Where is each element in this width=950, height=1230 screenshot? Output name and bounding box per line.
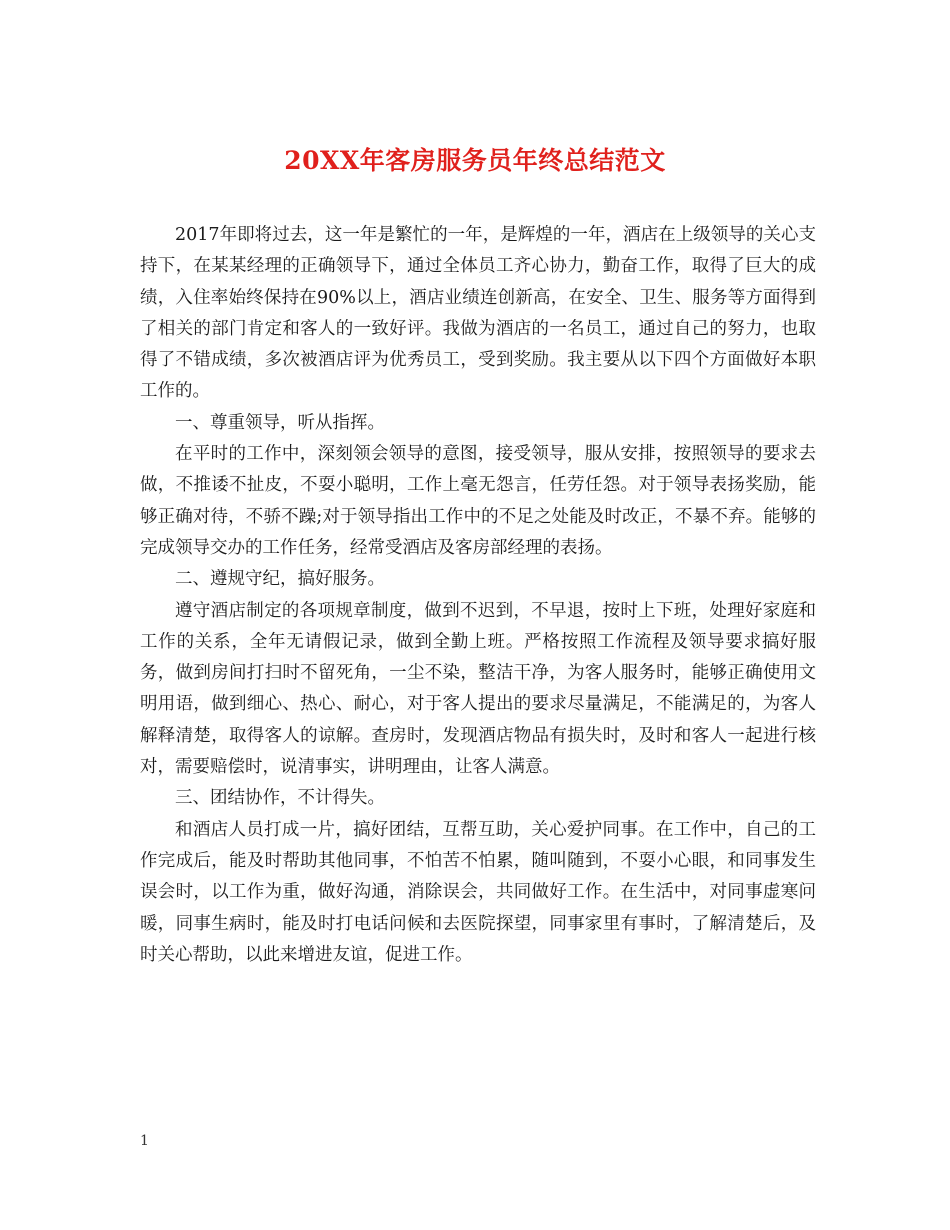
section-heading-2: 二、遵规守纪，搞好服务。 <box>175 569 385 590</box>
document-title: 20XX年客房服务员年终总结范文 <box>284 146 666 175</box>
intro-paragraph: 2017年即将过去，这一年是繁忙的一年，是辉煌的一年，酒店在上级领导的关心支持下，在某某经理的正确领导下，通过全体员工齐心协力，勤奋工作，取得了巨大的成绩，入住率始终保持在90%以上，酒店业绩连创新高，在安全、卫生、服务等方面得到了相关的部门肯定和客人的一致好评。我做为酒店的一名员工，通过自己的努力，也取得了不错成绩，多次被酒店评为优秀员工，受到奖励。我主要从以下四个方面做好本职工作的。 <box>140 225 816 402</box>
document-body <box>140 220 816 971</box>
section-paragraph-2: 遵守酒店制定的各项规章制度，做到不迟到，不早退，按时上下班，处理好家庭和工作的关系，全年无请假记录，做到全勤上班。严格按照工作流程及领导要求搞好服务，做到房间打扫时不留死角，一尘不染，整洁干净，为客人服务时，能够正确使用文明用语，做到细心、热心、耐心，对于客人提出的要求尽量满足，不能满足的，为客人解释清楚，取得客人的谅解。查房时，发现酒店物品有损失时，及时和客人一起进行核对，需要赔偿时，说清事实，讲明理由，让客人满意。 <box>140 600 816 778</box>
section-paragraph-1: 在平时的工作中，深刻领会领导的意图，接受领导，服从安排，按照领导的要求去做，不推诿不扯皮，不耍小聪明，工作上毫无怨言，任劳任怨。对于领导表扬奖励，能够正确对待，不骄不躁;对于领导指出工作中的不足之处能及时改正，不暴不弃。能够的完成领导交办的工作任务，经常受酒店及客房部经理的表扬。 <box>140 444 816 558</box>
section-heading-3: 三、团结协作，不计得失。 <box>175 788 385 809</box>
section-paragraph-3: 和酒店人员打成一片，搞好团结，互帮互助，关心爱护同事。在工作中，自己的工作完成后，能及时帮助其他同事，不怕苦不怕累，随叫随到，不耍小心眼，和同事发生误会时，以工作为重，做好沟通，消除误会，共同做好工作。在生活中，对同事虚寒问暖，同事生病时，能及时打电话问候和去医院探望，同事家里有事时，了解清楚后，及时关心帮助，以此来增进友谊，促进工作。 <box>140 819 816 965</box>
page-number: 1 <box>140 1133 149 1149</box>
section-heading-1: 一、尊重领导，听从指挥。 <box>175 412 385 433</box>
